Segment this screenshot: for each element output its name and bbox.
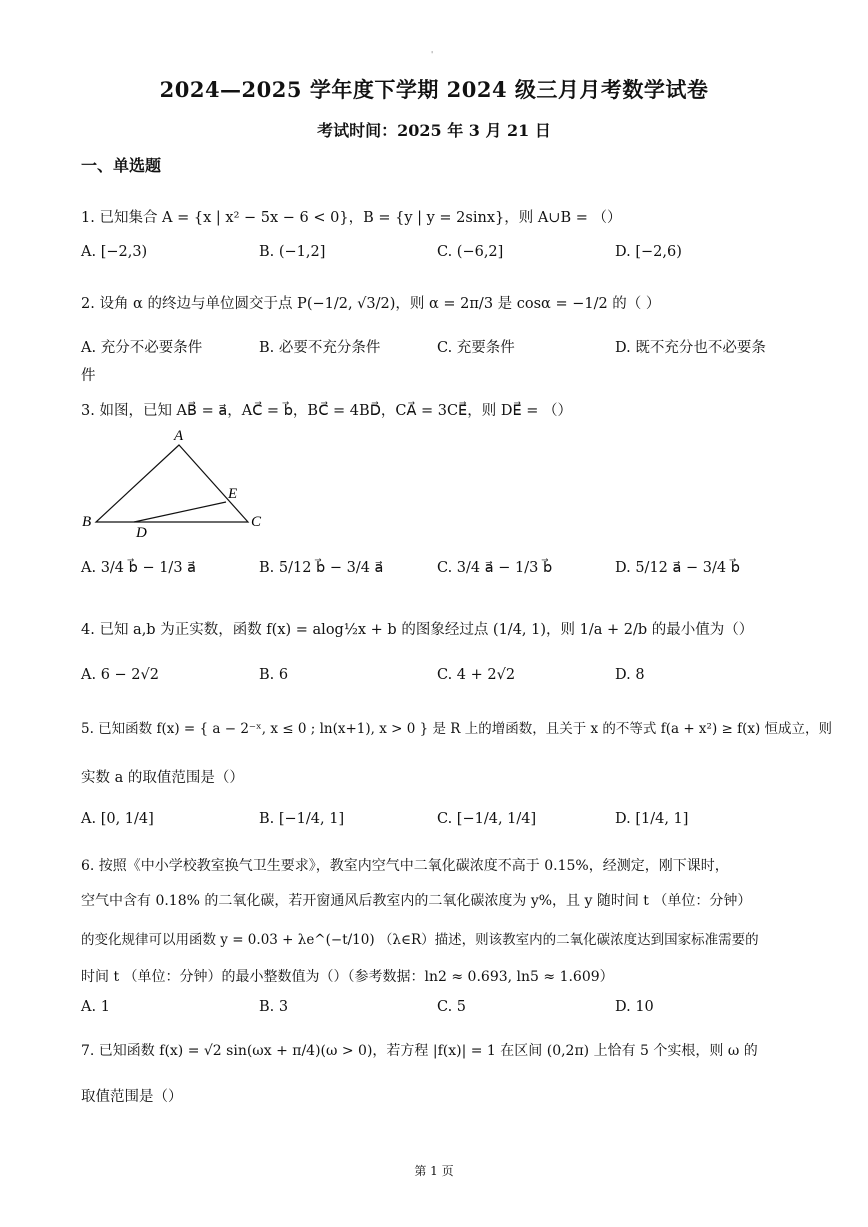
q1-option-d: D. [−2,6) [615,244,682,260]
question-4-stem: 4. 已知 a,b 为正实数，函数 f(x) = alog½x + b 的图象经过点 (1/4, 1)，则 1/a + 2/b 的最小值为（） [81,622,754,638]
q3-option-c: C. 3/4 a⃗ − 1/3 b⃗ [437,560,553,576]
q4-option-d: D. 8 [615,667,645,683]
figure-label-c: C [251,514,262,530]
page-number: 第 1 页 [414,1164,454,1178]
q1-option-b: B. (−1,2] [259,244,326,260]
question-2-stem: 2. 设角 α 的终边与单位圆交于点 P(−1/2, √3/2)，则 α = 2π/3 是 cosα = −1/2 的（ ） [81,296,661,312]
figure-label-b: B [82,514,92,530]
q5-option-d: D. [1/4, 1] [615,811,689,827]
q2-option-c: C. 充要条件 [437,340,515,356]
figure-label-d: D [136,525,147,540]
q3-option-a: A. 3/4 b⃗ − 1/3 a⃗ [81,560,197,576]
q6-option-d: D. 10 [615,999,654,1015]
q3-option-d: D. 5/12 a⃗ − 3/4 b⃗ [615,560,740,576]
triangle-figure [78,425,278,540]
q5-option-a: A. [0, 1/4] [81,811,154,827]
question-7-stem-line2: 取值范围是（） [81,1089,183,1105]
question-5-stem-line1: 5. 已知函数 f(x) = { a − 2⁻ˣ, x ≤ 0 ; ln(x+1), x > 0 } 是 R 上的增函数，且关于 x 的不等式 f(a + x²) ≥ f(x) 恒成立，则 [81,721,833,737]
section-heading: 一、单选题 [81,156,162,175]
figure-label-a: A [174,428,184,444]
figure-label-e: E [228,486,238,502]
question-3-stem: 3. 如图，已知 AB⃗ = a⃗，AC⃗ = b⃗，BC⃗ = 4BD⃗，CA⃗ = 3CE⃗，则 DE⃗ = （） [81,403,572,419]
q3-option-b: B. 5/12 b⃗ − 3/4 a⃗ [259,560,384,576]
q2-option-d-wrap: 件 [81,368,96,384]
q5-option-b: B. [−1/4, 1] [259,811,345,827]
q4-option-c: C. 4 + 2√2 [437,667,516,683]
q4-option-b: B. 6 [259,667,289,683]
scan-mark: ' [431,50,434,59]
question-6-stem-line2: 空气中含有 0.18% 的二氧化碳，若开窗通风后教室内的二氧化碳浓度为 y%，且 y 随时间 t （单位：分钟） [81,893,752,909]
q4-option-a: A. 6 − 2√2 [81,667,159,683]
question-6-stem-line3: 的变化规律可以用函数 y = 0.03 + λe^(−t/10) （λ∈R）描述，则该教室内的二氧化碳浓度达到国家标准需要的 [81,932,759,948]
question-6-stem-line4: 时间 t （单位：分钟）的最小整数值为（）（参考数据：ln2 ≈ 0.693, ln5 ≈ 1.609） [81,969,614,985]
q6-option-a: A. 1 [81,999,110,1015]
q1-option-c: C. (−6,2] [437,244,504,260]
exam-date: 考试时间：2025 年 3 月 21 日 [317,121,551,140]
q2-option-d: D. 既不充分也不必要条 [615,340,766,356]
q6-option-b: B. 3 [259,999,289,1015]
q2-option-b: B. 必要不充分条件 [259,340,381,356]
q5-option-c: C. [−1/4, 1/4] [437,811,537,827]
q1-option-a: A. [−2,3) [81,244,148,260]
question-5-stem-line2: 实数 a 的取值范围是（） [81,770,244,786]
q2-option-a: A. 充分不必要条件 [81,340,203,356]
q6-option-c: C. 5 [437,999,467,1015]
page-title: 2024—2025 学年度下学期 2024 级三月月考数学试卷 [159,77,709,102]
question-6-stem-line1: 6. 按照《中小学校教室换气卫生要求》，教室内空气中二氧化碳浓度不高于 0.15%，经测定，刚下课时， [81,858,729,874]
question-1-stem: 1. 已知集合 A = {x | x² − 5x − 6 < 0}，B = {y | y = 2sinx}，则 A∪B = （） [81,210,622,226]
question-7-stem-line1: 7. 已知函数 f(x) = √2 sin(ωx + π/4)(ω > 0)，若方程 |f(x)| = 1 在区间 (0,2π) 上恰有 5 个实根，则 ω 的 [81,1043,758,1059]
